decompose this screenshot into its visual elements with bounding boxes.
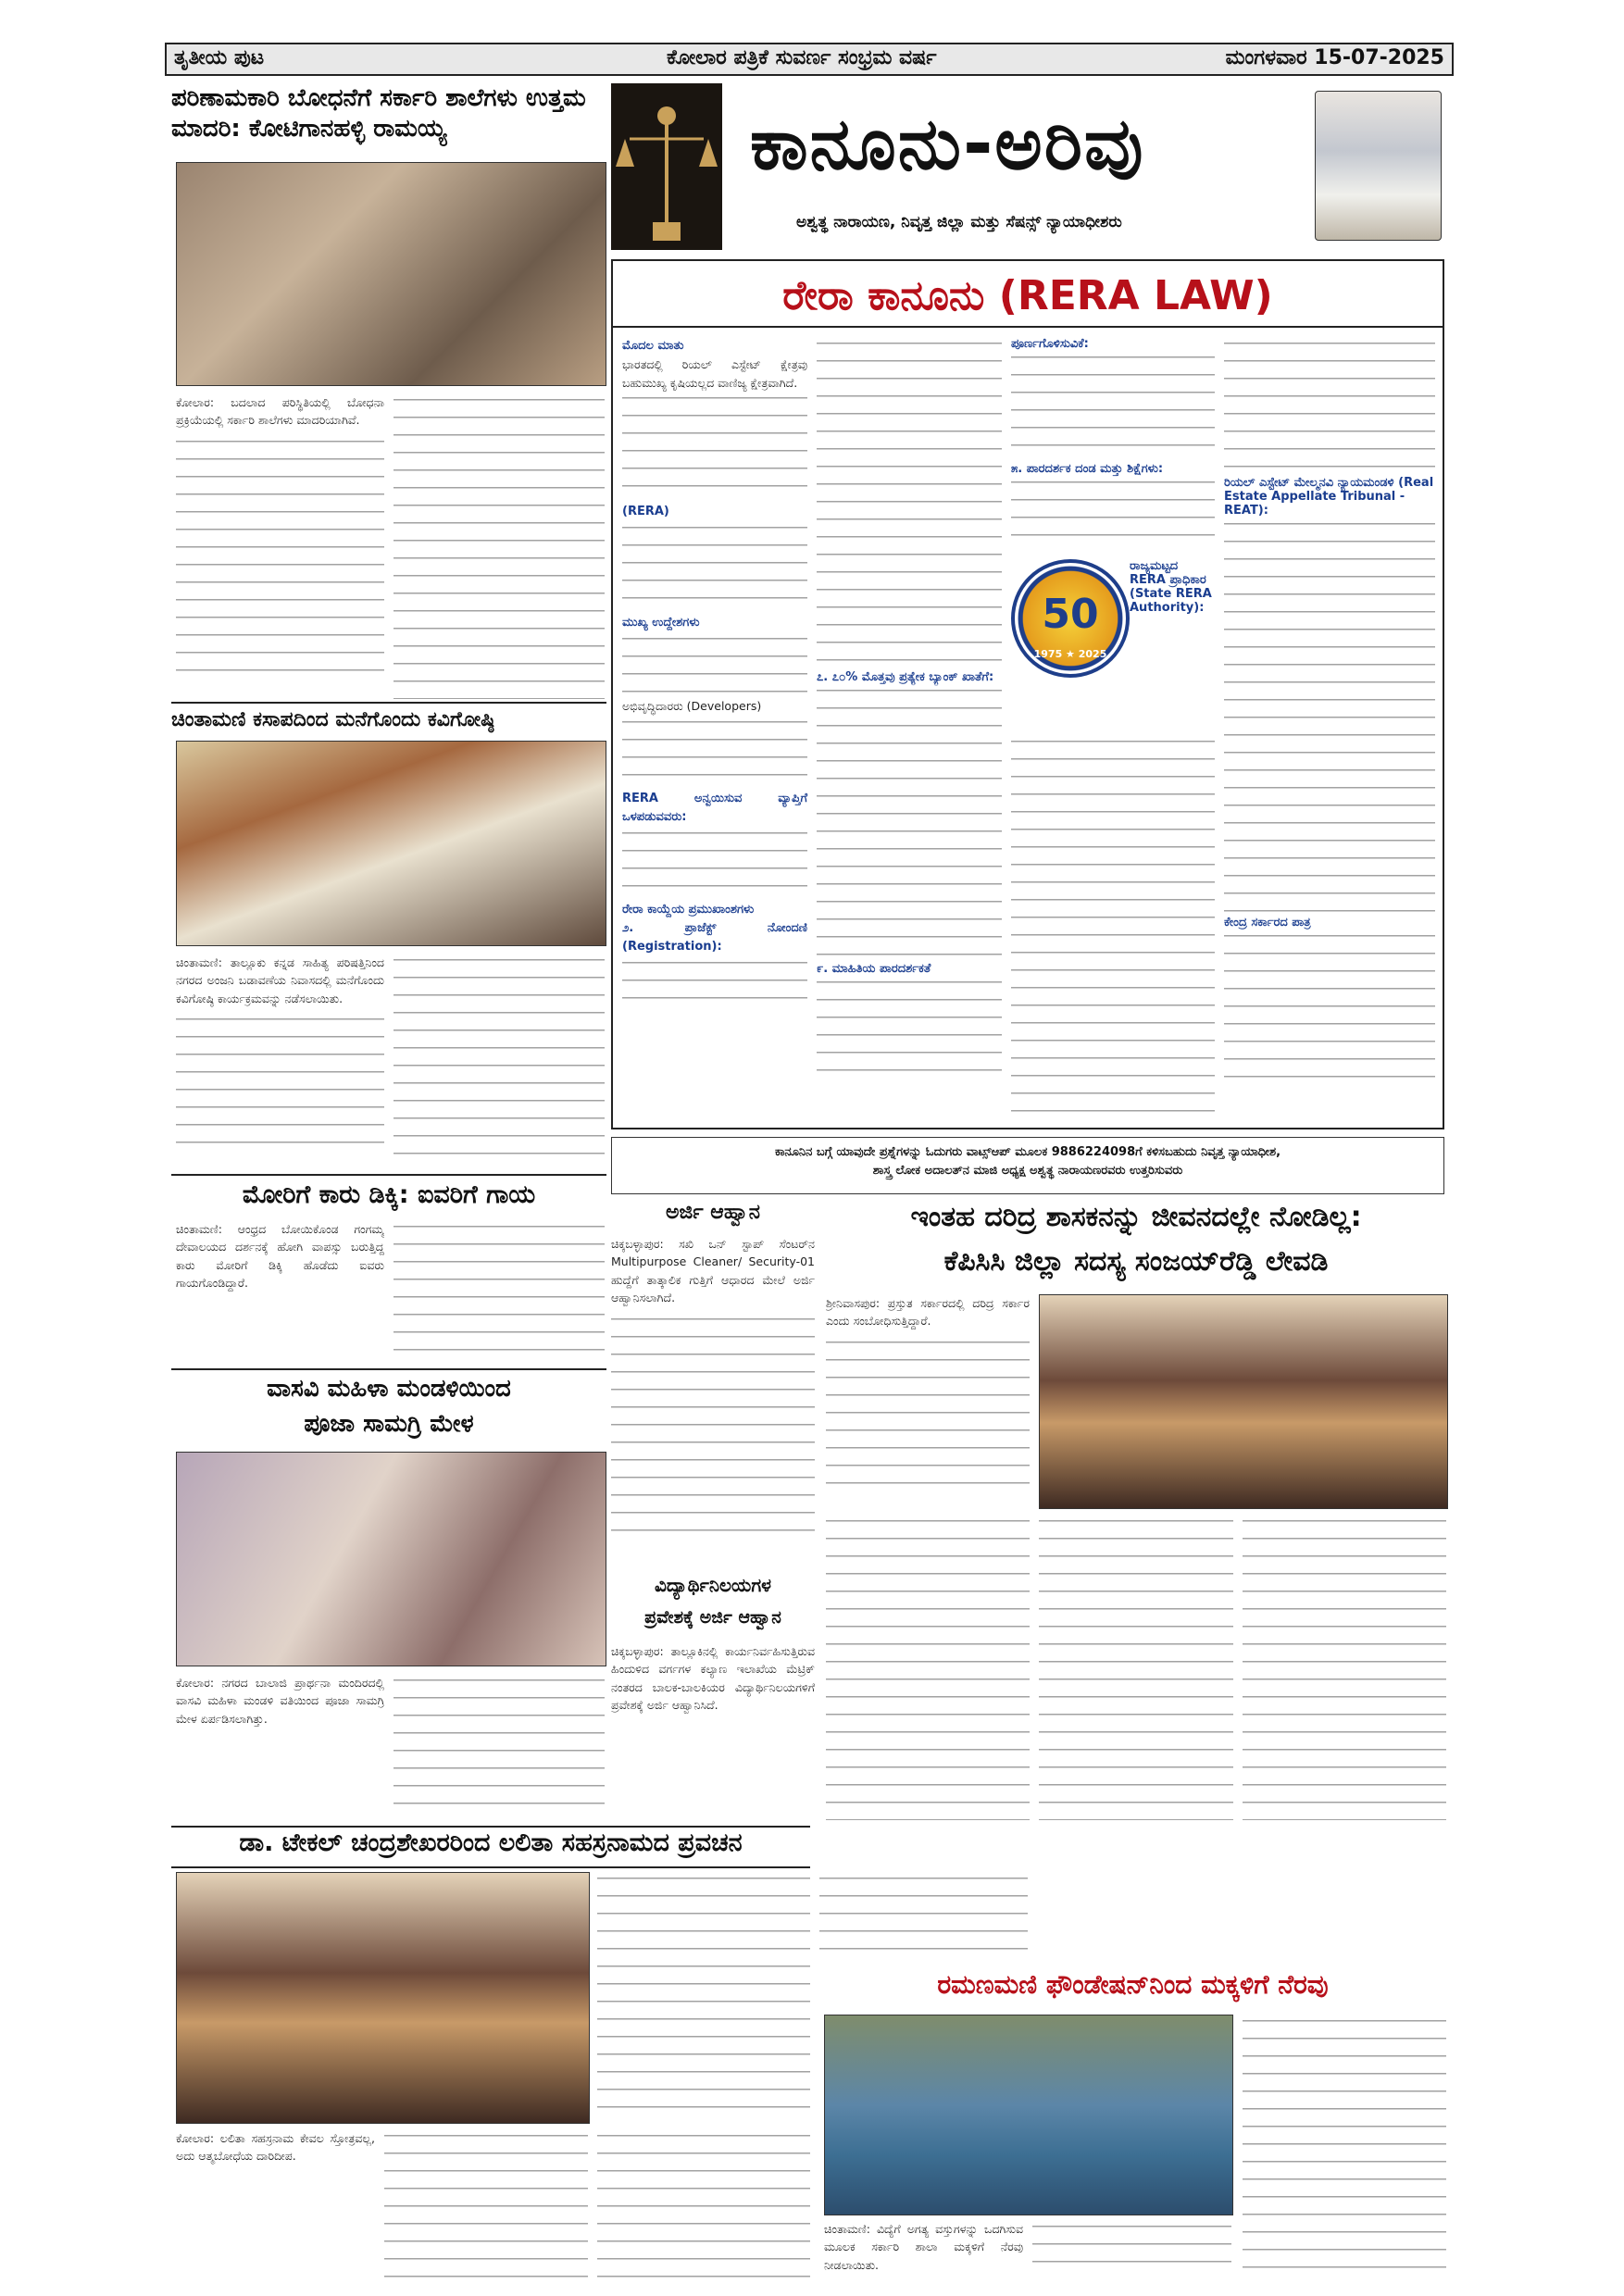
- lalitha-text-lines-c: [597, 2129, 810, 2277]
- lalitha-body-c2: [384, 2129, 588, 2277]
- rera-developers: ಅಭಿವೃದ್ಧಿದಾರರು (Developers): [622, 699, 762, 714]
- logo-number: 50: [1042, 591, 1099, 638]
- rammaya-text-lines: [176, 435, 384, 685]
- rammaya-lead: ಕೋಲಾರ: ಬದಲಾದ ಪರಿಸ್ಥಿತಿಯಲ್ಲಿ ಬೋಧನಾ ಪ್ರಕ್ರಿಯೆಯಲ್ಲಿ ಸರ್ಕಾರಿ ಶಾಲೆಗಳು ಮಾದರಿಯಾಗಿವೆ.: [176, 395, 384, 428]
- hostel-headline-1: ವಿದ್ಯಾರ್ಥಿನಿಲಯಗಳ: [654, 1574, 772, 1596]
- rera-sub-registration: ೨. ಪ್ರಾಜೆಕ್ಟ್ ನೋಂದಣಿ (Registration):: [622, 920, 807, 955]
- page-header: [165, 43, 1454, 76]
- rera-sub-objectives: ಮುಖ್ಯ ಉದ್ದೇಶಗಳು: [622, 616, 700, 630]
- kasapa-headline: ಚಿಂತಾಮಣಿ ಕಸಾಪದಿಂದ ಮನೆಗೊಂದು ಕವಿಗೋಷ್ಠಿ: [171, 702, 606, 744]
- page-label: ತೃತೀಯ ಪುಟ: [174, 46, 265, 69]
- rera-col-3: [1011, 337, 1215, 1115]
- rera-sub-scope: RERA ಅನ್ವಯಿಸುವ ವ್ಯಾಪ್ತಿಗೆ ಒಳಪಡುವವರು:: [622, 791, 807, 824]
- lalitha-lead: ಕೋಲಾರ: ಲಲಿತಾ ಸಹಸ್ರನಾಮ ಕೇವಲ ಸ್ತೋತ್ರವಲ್ಲ, ಅದು ಆತ್ಮಬೋಧೆಯ ದಾರಿದೀಪ.: [176, 2131, 375, 2164]
- kasapa-body-left: [176, 954, 384, 1167]
- rera-col1-lines-b: [622, 521, 807, 614]
- lalitha-body-right: [597, 1872, 810, 2122]
- sanjay-text-lines-a: [826, 1336, 1030, 1484]
- accident-body-right: [394, 1220, 605, 1359]
- vasavi-lead: ಕೋಲಾರ: ನಗರದ ಬಾಲಾಜಿ ಪ್ರಾರ್ಥನಾ ಮಂದಿರದಲ್ಲಿ ವಾಸವಿ ಮಹಿಳಾ ಮಂಡಳಿ ವತಿಯಿಂದ ಪೂಜಾ ಸಾಮಗ್ರಿ ಮೇಳ ಏರ್ಪಡಿಸಲಾಗಿತ್ತು.: [176, 1676, 384, 1726]
- masthead-title: ಕೋಲಾರ ಪತ್ರಿಕೆ ಸುವರ್ಣ ಸಂಭ್ರಮ ವರ್ಷ: [667, 46, 937, 69]
- ramanamani-text-lines-b: [1032, 2220, 1231, 2277]
- lalitha-body-c3: [597, 2129, 810, 2277]
- law-column-footer: [611, 1137, 1444, 1194]
- rammaya-body-right: [394, 393, 605, 699]
- lalitha-headline: ಡಾ. ಟೇಕಲ್ ಚಂದ್ರಶೇಖರರಿಂದ ಲಲಿತಾ ಸಹಸ್ರನಾಮದ ಪ್ರವಚನ: [171, 1826, 810, 1868]
- kasapa-text-lines: [176, 1013, 384, 1152]
- arji-headline: ಅರ್ಜಿ ಆಹ್ವಾನ: [665, 1201, 761, 1224]
- rera-sub-transparency: ೯. ಮಾಹಿತಿಯ ಪಾರದರ್ಶಕತೆ: [817, 962, 931, 976]
- ramanamani-body-right: [1243, 2015, 1446, 2277]
- hostel-lead: ಚಿಕ್ಕಬಳ್ಳಾಪುರ: ತಾಲ್ಲೂಕಿನಲ್ಲಿ ಕಾರ್ಯನಿರ್ವಹಿಸುತ್ತಿರುವ ಹಿಂದುಳಿದ ವರ್ಗಗಳ ಕಲ್ಯಾಣ ಇಲಾಖೆಯ ಮೆಟ್ರಿಕ್ ನಂತರದ ಬಾಲಕ-ಬಾಲಕಿಯರ ವಿದ್ಯಾರ್ಥಿನಿಲಯಗಳಿಗೆ ಪ್ರವೇಶಕ್ಕೆ ಅರ್ಜಿ ಆಹ್ವಾನಿಸಿದೆ.: [611, 1644, 815, 1713]
- sanjay-continued: [819, 1872, 1028, 1965]
- rera-col4-lines-b: [1224, 518, 1435, 916]
- sanjay-text-lines-e: [819, 1872, 1028, 1965]
- rera-title: ರೇರಾ ಕಾನೂನು (RERA LAW): [782, 272, 1273, 319]
- vasavi-headline-1: ವಾಸವಿ ಮಹಿಳಾ ಮಂಡಳಿಯಿಂದ: [171, 1368, 606, 1411]
- accident-headline: ಮೋರಿಗೆ ಕಾರು ಡಿಕ್ಕಿ: ಐವರಿಗೆ ಗಾಯ: [171, 1174, 606, 1220]
- rera-sub-bank: ೭. ೭೦% ಮೊತ್ತವು ಪ್ರತ್ಯೇಕ ಬ್ಯಾಂಕ್ ಖಾತೆಗೆ:: [817, 670, 994, 684]
- sanjay-body-col2: [1039, 1515, 1233, 1820]
- lalitha-body-c1: [176, 2129, 375, 2277]
- hostel-body: [611, 1642, 815, 1818]
- issue-date: ಮಂಗಳವಾರ 15-07-2025: [1225, 46, 1444, 69]
- arji-lead: ಚಿಕ್ಕಬಳ್ಳಾಪುರ: ಸಖಿ ಒನ್ ಸ್ಟಾಪ್ ಸೆಂಟರ್‌ನ Multipurpose Cleaner/ Security-01 ಹುದ್ದೆಗೆ ತಾತ್ಕಾಲಿಕ ಗುತ್ತಿಗೆ ಆಧಾರದ ಮೇಲೆ ಅರ್ಜಿ ಆಹ್ವಾನಿಸಲಾಗಿದೆ.: [611, 1237, 815, 1305]
- rera-col1-lines-a: [622, 392, 807, 503]
- hostel-headline-2: ಪ್ರವೇಶಕ್ಕೆ ಅರ್ಜಿ ಆಹ್ವಾನ: [644, 1607, 781, 1628]
- rera-col-2: [817, 337, 1002, 1115]
- accident-body-left: [176, 1220, 384, 1359]
- kasapa-photo: [176, 741, 606, 946]
- author-portrait: [1315, 91, 1442, 241]
- rera-col1-lines-e: [622, 827, 807, 901]
- justice-statue-icon: [611, 83, 722, 250]
- arji-text-lines: [611, 1313, 815, 1535]
- sanjay-text-lines-d: [1243, 1515, 1446, 1820]
- accident-lead: ಚಿಂತಾಮಣಿ: ಆಂಧ್ರದ ಬೋಯಿಕೊಂಡ ಗಂಗಮ್ಮ ದೇವಾಲಯದ ದರ್ಶನಕ್ಕೆ ಹೋಗಿ ವಾಪಸ್ಸು ಬರುತ್ತಿದ್ದ ಕಾರು ಮೋರಿಗೆ ಡಿಕ್ಕಿ ಹೊಡೆದು ಐವರು ಗಾಯಗೊಂಡಿದ್ದಾರೆ.: [176, 1222, 384, 1291]
- sanjay-headline-1: ಇಂತಹ ದರಿದ್ರ ಶಾಸಕನನ್ನು ಜೀವನದಲ್ಲೇ ನೋಡಿಲ್ಲ:: [910, 1201, 1362, 1233]
- lalitha-text-lines-a: [597, 1872, 810, 2122]
- rera-sub-central: ಕೇಂದ್ರ ಸರ್ಕಾರದ ಪಾತ್ರ: [1224, 916, 1311, 930]
- rera-col1-lines-d: [622, 716, 807, 790]
- kasapa-body-right: [394, 954, 605, 1167]
- rammaya-body-left: [176, 393, 384, 699]
- sanjay-lead: ಶ್ರೀನಿವಾಸಪುರ: ಪ್ರಸ್ತುತ ಸರ್ಕಾರದಲ್ಲಿ ದರಿದ್ರ ಸರ್ಕಾರ ಎಂದು ಸಂಬೋಧಿಸುತ್ತಿದ್ದಾರೆ.: [826, 1296, 1030, 1329]
- vasavi-body-right: [394, 1674, 605, 1813]
- rera-article-box: [611, 259, 1444, 1129]
- rera-col2-lines-b: [817, 684, 1002, 962]
- rera-acronym: (RERA): [622, 504, 669, 518]
- arji-body: [611, 1235, 815, 1568]
- rera-col3-lines-b: [1011, 476, 1215, 550]
- rammaya-photo: [176, 162, 606, 386]
- law-column-title: ಕಾನೂನು-ಅರಿವು: [750, 103, 1145, 186]
- ramanamani-body-c2: [1032, 2220, 1231, 2277]
- ramanamani-text-lines-a: [1243, 2015, 1446, 2277]
- law-footer-line-2: ಶಾಸ್ತ್ರ ಲೋಕ ಅದಾಲತ್‌ನ ಮಾಜಿ ಅಧ್ಯಕ್ಷ ಅಶ್ವತ್ಥ ನಾರಾಯಣರವರು ಉತ್ತರಿಸುವರು: [872, 1163, 1183, 1178]
- ramanamani-lead: ಚಿಂತಾಮಣಿ: ವಿದ್ಯೆಗೆ ಅಗತ್ಯ ವಸ್ತುಗಳನ್ನು ಒದಗಿಸುವ ಮೂಲಕ ಸರ್ಕಾರಿ ಶಾಲಾ ಮಕ್ಕಳಿಗೆ ನೆರವು ನೀಡಲಾಯಿತು.: [824, 2222, 1023, 2272]
- rera-sub-highlights: ರೇರಾ ಕಾಯ್ದೆಯ ಪ್ರಮುಖಾಂಶಗಳು: [622, 902, 755, 917]
- rera-col-4: [1224, 337, 1435, 1115]
- rera-col3-lines-a: [1011, 351, 1215, 462]
- kasapa-text-lines-2: [394, 954, 605, 1167]
- rera-col4-lines-a: [1224, 337, 1435, 476]
- golden-jubilee-logo: [1011, 559, 1130, 678]
- rera-col2-lines-a: [817, 337, 1002, 670]
- rammaya-headline: ಪರಿಣಾಮಕಾರಿ ಬೋಧನೆಗೆ ಸರ್ಕಾರಿ ಶಾಲೆಗಳು ಉತ್ತಮ ಮಾದರಿ: ಕೋಟಿಗಾನಹಳ್ಳಿ ರಾಮಯ್ಯ: [171, 84, 586, 143]
- sanjay-body-col3: [1243, 1515, 1446, 1820]
- rera-sub-appellate: ರಿಯಲ್ ಎಸ್ಟೇಟ್ ಮೇಲ್ಮನವಿ ನ್ಯಾಯಮಂಡಳಿ (Real Estate Appellate Tribunal - REAT):: [1224, 476, 1434, 518]
- kasapa-lead: ಚಿಂತಾಮಣಿ: ತಾಲ್ಲೂಕು ಕನ್ನಡ ಸಾಹಿತ್ಯ ಪರಿಷತ್ತಿನಿಂದ ನಗರದ ಅಂಜನಿ ಬಡಾವಣೆಯ ನಿವಾಸದಲ್ಲಿ ಮನೆಗೊಂದು ಕವಿಗೋಷ್ಠಿ ಕಾರ್ಯಕ್ರಮವನ್ನು ನಡೆಸಲಾಯಿತು.: [176, 955, 384, 1005]
- law-column-banner: [611, 83, 1444, 250]
- rera-col3-lines-c: [1011, 735, 1215, 1124]
- rera-sub-completion: ಪೂರ್ಣಗೊಳಿಸುವಿಕೆ:: [1011, 337, 1089, 351]
- ramanamani-photo: [824, 2015, 1233, 2215]
- vasavi-text-lines: [394, 1674, 605, 1813]
- sanjay-body-left: [826, 1294, 1030, 1507]
- rera-col4-lines-c: [1224, 930, 1435, 1078]
- rera-sub-intro: ಮೊದಲ ಮಾತು: [622, 339, 684, 353]
- ramanamani-body-c1: [824, 2220, 1023, 2277]
- law-footer-line-1: ಕಾನೂನಿನ ಬಗ್ಗೆ ಯಾವುದೇ ಪ್ರಶ್ನೆಗಳನ್ನು ಓದುಗರು ವಾಟ್ಸ್‌ಆಪ್ ಮೂಲಕ 9886224098ಗೆ ಕಳಿಸಬಹುದು ನಿವೃತ್ತ ನ್ಯಾಯಾಧೀಶ,: [774, 1145, 1281, 1159]
- rera-intro: ಭಾರತದಲ್ಲಿ ರಿಯಲ್ ಎಸ್ಟೇಟ್ ಕ್ಷೇತ್ರವು ಬಹುಮುಖ್ಯ ಕೃಷಿಯಲ್ಲದ ವಾಣಿಜ್ಯ ಕ್ಷೇತ್ರವಾಗಿದೆ.: [622, 357, 807, 390]
- vasavi-headline-2: ಪೂಜಾ ಸಾಮಗ್ರಿ ಮೇಳ: [304, 1410, 474, 1438]
- rera-col-1: [622, 337, 807, 1115]
- ramanamani-headline: ರಮಣಮಣಿ ಫೌಂಡೇಷನ್‌ನಿಂದ ಮಕ್ಕಳಿಗೆ ನೆರವು: [937, 1969, 1329, 2000]
- rera-sub-penalties: ೫. ಪಾರದರ್ಶಕ ದಂಡ ಮತ್ತು ಶಿಕ್ಷೆಗಳು:: [1011, 462, 1164, 476]
- sanjay-text-lines-b: [826, 1515, 1030, 1820]
- lalitha-text-lines-b: [384, 2129, 588, 2277]
- rera-title-rule: [613, 326, 1443, 328]
- logo-years: 1975 ★ 2025: [1033, 648, 1107, 660]
- rera-col1-lines-f: [622, 956, 807, 1012]
- sanjay-photo: [1039, 1294, 1448, 1509]
- vasavi-photo: [176, 1452, 606, 1666]
- sanjay-text-lines-c: [1039, 1515, 1233, 1820]
- accident-text-lines: [394, 1220, 605, 1359]
- anniversary-logo-area: [1011, 550, 1215, 735]
- rammaya-text-lines-2: [394, 393, 605, 699]
- vasavi-body-left: [176, 1674, 384, 1813]
- rera-col1-lines-c: [622, 632, 807, 697]
- sanjay-body-col1: [826, 1515, 1030, 1820]
- lalitha-photo: [176, 1872, 590, 2124]
- sanjay-headline-2: ಕೆಪಿಸಿಸಿ ಜಿಲ್ಲಾ ಸದಸ್ಯ ಸಂಜಯ್‌ರೆಡ್ಡಿ ಲೇವಡಿ: [943, 1245, 1329, 1278]
- rera-col2-lines-c: [817, 976, 1002, 1087]
- rera-sub-state-authority: ರಾಜ್ಯಮಟ್ಟದ RERA ಪ್ರಾಧಿಕಾರ (State RERA Authority):: [1130, 559, 1212, 615]
- law-column-author: ಅಶ್ವತ್ಥ ನಾರಾಯಣ, ನಿವೃತ್ತ ಜಿಲ್ಲಾ ಮತ್ತು ಸೆಷನ್ಸ್ ನ್ಯಾಯಾಧೀಶರು: [796, 213, 1122, 231]
